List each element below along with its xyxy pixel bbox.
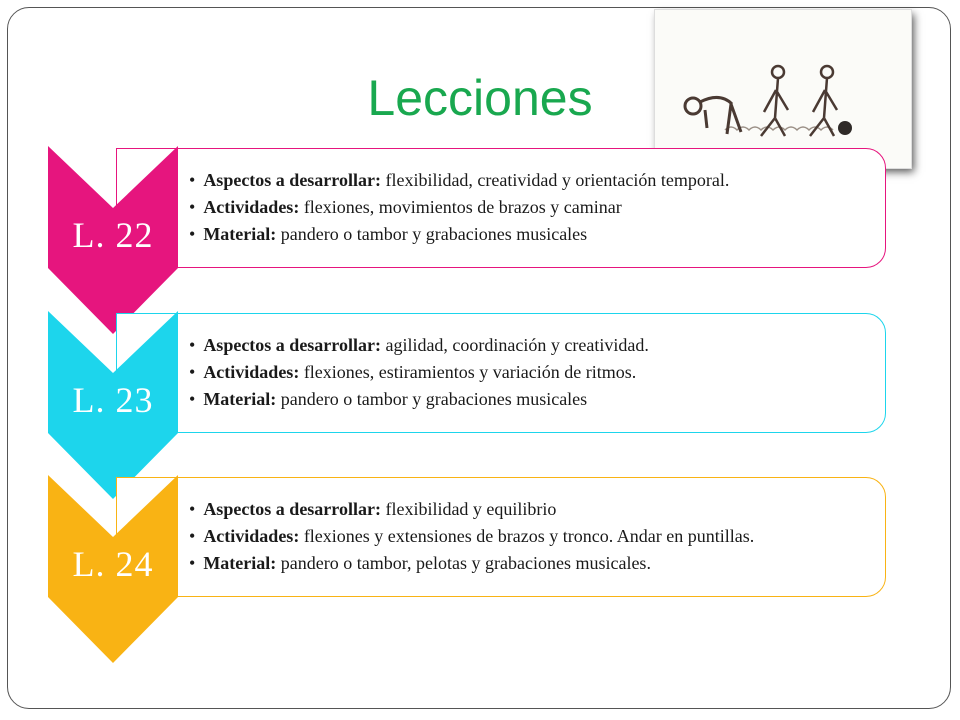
list-item: • Material: pandero o tambor y grabaciones musicales	[189, 221, 729, 248]
list-item: • Actividades: flexiones, movimientos de brazos y caminar	[189, 194, 729, 221]
lesson-24-list	[189, 496, 754, 577]
lesson-22-list	[189, 167, 729, 248]
lesson-23-label: L. 23	[72, 380, 154, 420]
stick-figures-icon	[655, 10, 911, 168]
slide-title: Lecciones	[367, 70, 593, 126]
list-item: • Aspectos a desarrollar: flexibilidad, creatividad y orientación temporal.	[189, 167, 729, 194]
lesson-22-box	[116, 148, 886, 268]
list-item: • Aspectos a desarrollar: agilidad, coordinación y creatividad.	[189, 332, 649, 359]
stick-figures-drawing	[655, 10, 911, 168]
list-item: • Actividades: flexiones, estiramientos y variación de ritmos.	[189, 359, 649, 386]
lesson-22-label: L. 22	[72, 215, 154, 255]
list-item: • Aspectos a desarrollar: flexibilidad y equilibrio	[189, 496, 754, 523]
lesson-24-box	[116, 477, 886, 597]
lesson-23-list	[189, 332, 649, 413]
list-item: • Material: pandero o tambor y grabaciones musicales	[189, 386, 649, 413]
lesson-23-box	[116, 313, 886, 433]
lesson-24-label: L. 24	[72, 544, 154, 584]
list-item: • Material: pandero o tambor, pelotas y grabaciones musicales.	[189, 550, 754, 577]
list-item: • Actividades: flexiones y extensiones de brazos y tronco. Andar en puntillas.	[189, 523, 754, 550]
